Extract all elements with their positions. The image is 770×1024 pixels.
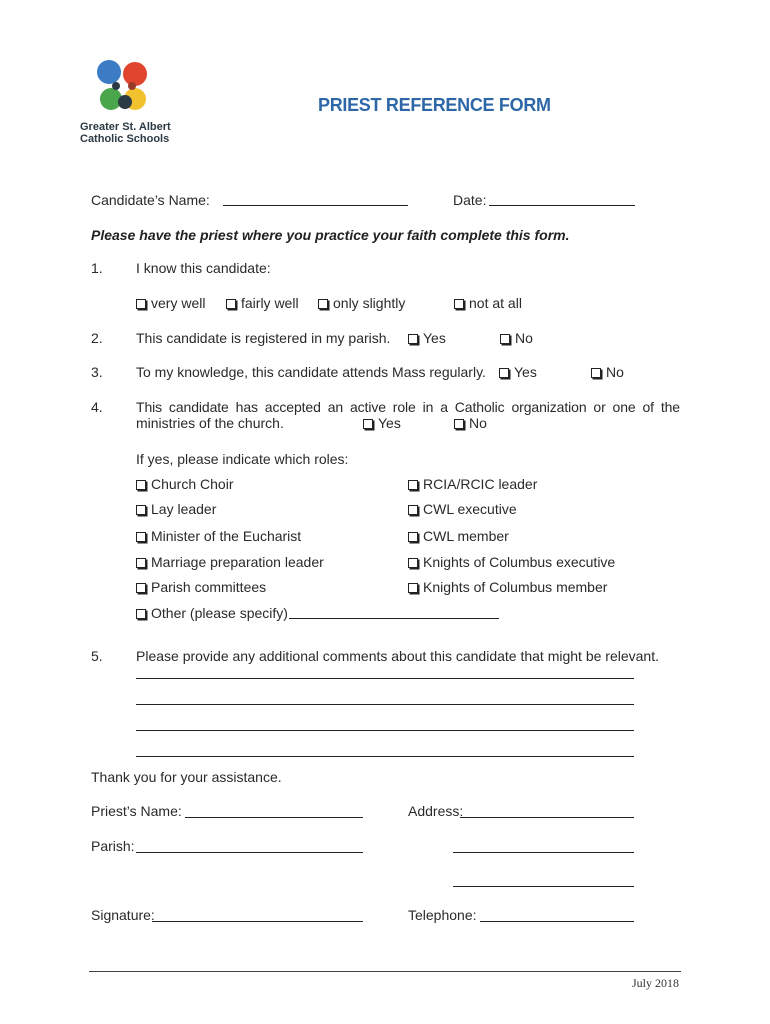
signature-label: Signature: <box>91 907 155 923</box>
checkbox-icon[interactable] <box>136 609 146 619</box>
q5-text: Please provide any additional comments about this candidate that might be relevant. <box>136 648 659 664</box>
checkbox-icon[interactable] <box>408 334 418 344</box>
q3-no-option[interactable]: No <box>591 364 624 380</box>
q1-option-only-slightly[interactable]: only slightly <box>318 295 405 311</box>
address-field-1[interactable] <box>460 817 634 818</box>
footer-date: July 2018 <box>631 976 679 990</box>
q3-yes-option[interactable]: Yes <box>499 364 537 380</box>
other-specify-field[interactable] <box>289 618 499 619</box>
role-lay-leader[interactable]: Lay leader <box>136 501 216 517</box>
q4-number: 4. <box>91 399 103 415</box>
parish-label: Parish: <box>91 838 135 854</box>
role-kofc-member[interactable]: Knights of Columbus member <box>408 579 607 595</box>
q4-text-line2: ministries of the church. <box>136 415 284 431</box>
signature-field[interactable] <box>152 921 363 922</box>
role-cwl-member[interactable]: CWL member <box>408 528 509 544</box>
checkbox-icon[interactable] <box>136 583 146 593</box>
q4-yes-option[interactable]: Yes <box>363 415 401 431</box>
role-marriage-preparation[interactable]: Marriage preparation leader <box>136 554 324 570</box>
q2-no-option[interactable]: No <box>500 330 533 346</box>
role-parish-committees[interactable]: Parish committees <box>136 579 266 595</box>
checkbox-icon[interactable] <box>454 419 464 429</box>
q5-number: 5. <box>91 648 103 664</box>
address-label: Address: <box>408 803 464 819</box>
school-name-line2: Catholic Schools <box>80 133 170 145</box>
role-other[interactable]: Other (please specify) <box>136 605 288 621</box>
role-rcia-leader[interactable]: RCIA/RCIC leader <box>408 476 537 492</box>
checkbox-icon[interactable] <box>136 480 146 490</box>
date-label: Date: <box>453 192 487 208</box>
q4-no-option[interactable]: No <box>454 415 487 431</box>
role-church-choir[interactable]: Church Choir <box>136 476 233 492</box>
q1-text: I know this candidate: <box>136 260 271 276</box>
instruction-text: Please have the priest where you practice your faith complete this form. <box>91 227 570 243</box>
address-field-3[interactable] <box>453 886 634 887</box>
checkbox-icon[interactable] <box>500 334 510 344</box>
comments-line-3[interactable] <box>136 730 634 731</box>
date-field[interactable] <box>489 205 635 206</box>
candidate-name-field[interactable] <box>223 205 408 206</box>
checkbox-icon[interactable] <box>136 505 146 515</box>
footer-divider <box>89 971 681 972</box>
checkbox-icon[interactable] <box>408 583 418 593</box>
checkbox-icon[interactable] <box>363 419 373 429</box>
priest-name-field[interactable] <box>185 817 363 818</box>
checkbox-icon[interactable] <box>318 299 328 309</box>
checkbox-icon[interactable] <box>136 532 146 542</box>
address-field-2[interactable] <box>453 852 634 853</box>
q1-option-not-at-all[interactable]: not at all <box>454 295 522 311</box>
checkbox-icon[interactable] <box>454 299 464 309</box>
thanks-text: Thank you for your assistance. <box>91 769 282 785</box>
checkbox-icon[interactable] <box>499 368 509 378</box>
role-cwl-executive[interactable]: CWL executive <box>408 501 517 517</box>
role-minister-of-eucharist[interactable]: Minister of the Eucharist <box>136 528 301 544</box>
q2-yes-option[interactable]: Yes <box>408 330 446 346</box>
checkbox-icon[interactable] <box>408 558 418 568</box>
q3-number: 3. <box>91 364 103 380</box>
priest-name-label: Priest’s Name: <box>91 803 182 819</box>
candidate-name-label: Candidate’s Name: <box>91 192 210 208</box>
comments-line-1[interactable] <box>136 678 634 679</box>
q1-number: 1. <box>91 260 103 276</box>
checkbox-icon[interactable] <box>136 299 146 309</box>
school-name <box>80 121 171 145</box>
checkbox-icon[interactable] <box>591 368 601 378</box>
q1-option-fairly-well[interactable]: fairly well <box>226 295 299 311</box>
comments-line-2[interactable] <box>136 704 634 705</box>
form-title: PRIEST REFERENCE FORM <box>318 95 551 115</box>
checkbox-icon[interactable] <box>408 505 418 515</box>
roles-prompt: If yes, please indicate which roles: <box>136 451 349 467</box>
checkbox-icon[interactable] <box>226 299 236 309</box>
checkbox-icon[interactable] <box>408 532 418 542</box>
telephone-field[interactable] <box>480 921 634 922</box>
comments-line-4[interactable] <box>136 756 634 757</box>
q2-text: This candidate is registered in my parish. <box>136 330 391 346</box>
checkbox-icon[interactable] <box>408 480 418 490</box>
role-kofc-executive[interactable]: Knights of Columbus executive <box>408 554 615 570</box>
q1-option-very-well[interactable]: very well <box>136 295 205 311</box>
q2-number: 2. <box>91 330 103 346</box>
q3-text: To my knowledge, this candidate attends Mass regularly. <box>136 364 486 380</box>
parish-field[interactable] <box>136 852 363 853</box>
school-logo <box>93 58 153 116</box>
school-name-line1: Greater St. Albert <box>80 121 171 133</box>
checkbox-icon[interactable] <box>136 558 146 568</box>
q4-text-line1: This candidate has accepted an active role in a Catholic organization or one of the <box>136 399 680 415</box>
telephone-label: Telephone: <box>408 907 477 923</box>
